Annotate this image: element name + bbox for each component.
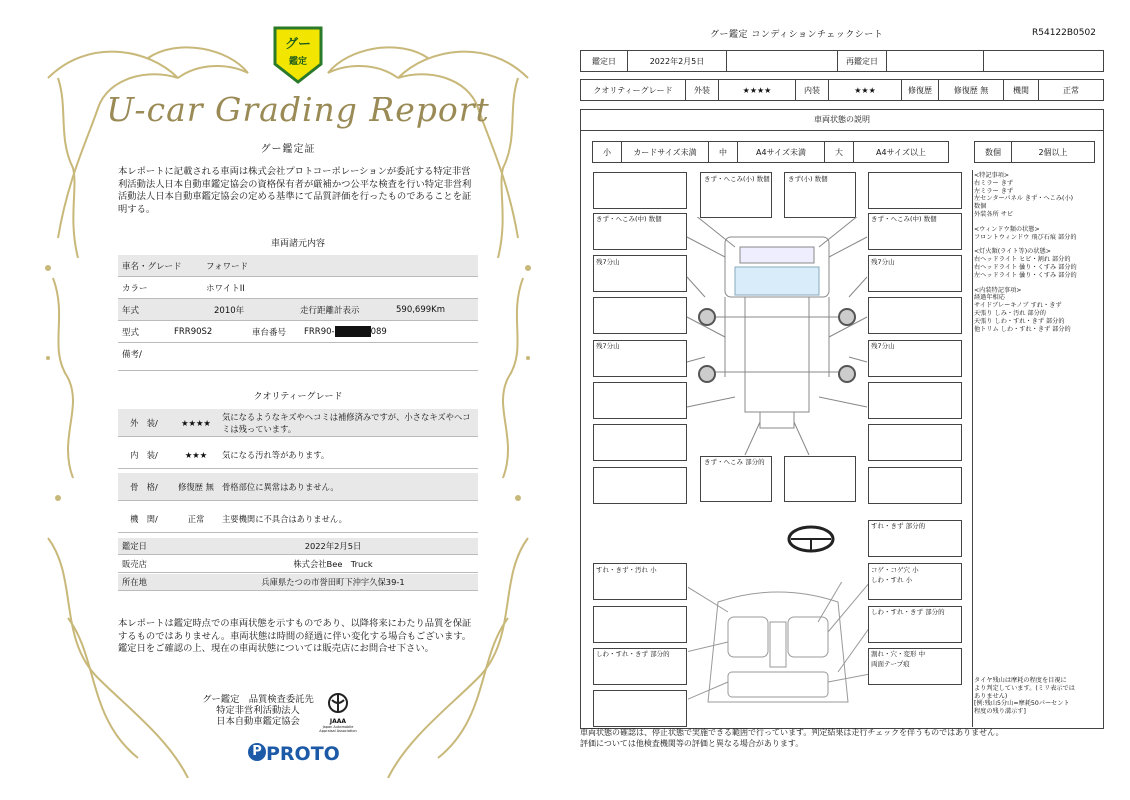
date-value: 2022年2月5日 bbox=[627, 50, 727, 72]
inspector-line: 日本自動車鑑定協会 bbox=[216, 716, 300, 727]
dealer-value: 株式会社Bee Truck bbox=[293, 559, 373, 569]
condition-box bbox=[784, 456, 856, 502]
date-blank bbox=[726, 50, 838, 72]
quality-value: 正常 bbox=[187, 513, 205, 524]
jaaa-logo bbox=[318, 692, 358, 733]
spec-row-color bbox=[118, 277, 478, 299]
quality-desc: 骨格部位に異常はありません。 bbox=[222, 481, 339, 492]
interior-label: しわ・すれ 小 bbox=[871, 576, 913, 584]
svg-text:鑑定: 鑑定 bbox=[288, 57, 308, 67]
quality-value: ★★★ bbox=[184, 449, 208, 460]
count-label: 数個 bbox=[974, 141, 1012, 163]
int-value: ★★★ bbox=[828, 79, 902, 101]
address-label: 所在地 bbox=[122, 577, 147, 587]
jaaa-mark: JAAA bbox=[329, 718, 347, 725]
quality-label: 内 装/ bbox=[130, 449, 158, 460]
spec-row-name bbox=[118, 255, 478, 277]
damage-label: きず・へこみ(小) 数個 bbox=[704, 175, 770, 183]
condition-box bbox=[868, 297, 962, 334]
redate-value bbox=[886, 50, 984, 72]
footer-line: 評価については他検査機関等の評価と異なる場合があります。 bbox=[580, 739, 804, 748]
damage-label: きず・へこみ(中) 数個 bbox=[596, 215, 662, 223]
chassis-value: FRR90- 089 bbox=[304, 327, 387, 337]
interior-label: すれ・きず・汚れ 小 bbox=[596, 566, 657, 574]
interior-label: しわ・すれ・きず 部分的 bbox=[596, 650, 670, 658]
tire-label: 残7分山 bbox=[596, 342, 620, 350]
spec-row-year bbox=[118, 299, 478, 321]
legend-key: 中 bbox=[708, 141, 738, 163]
quality-desc: 気になる汚れ等があります。 bbox=[222, 449, 330, 460]
count-value: 2個以上 bbox=[1011, 141, 1095, 163]
quality-row bbox=[118, 409, 478, 437]
goo-appraisal-badge-icon bbox=[271, 24, 325, 86]
spec-row-remarks bbox=[118, 343, 478, 371]
interior-label: すれ・きず 部分的 bbox=[871, 522, 926, 530]
condition-box bbox=[593, 424, 687, 461]
legend-key: 小 bbox=[592, 141, 622, 163]
condition-box bbox=[868, 467, 962, 504]
condition-box bbox=[868, 172, 962, 209]
legend-key: 大 bbox=[824, 141, 854, 163]
condition-box bbox=[868, 382, 962, 419]
model-value: FRR90S2 bbox=[174, 326, 213, 337]
interior-label: 割れ・穴・変形 中 bbox=[871, 650, 926, 658]
year-label: 年式 bbox=[122, 305, 140, 316]
certificate-footer: 本レポートは鑑定時点での車両状態を示すものであり、以降将来にわたり品質を保証するものではありません。車両状態は時間の経過に伴い変化する場合もございます。鑑定日をご確認の上、現在の車両状態については販売店にお問合せ下さい。 bbox=[118, 618, 472, 654]
inspector-line: グー鑑定 品質検査委託先 bbox=[202, 694, 314, 705]
interior-label: コゲ・コゲ穴 小 bbox=[871, 566, 919, 574]
svg-text:グー: グー bbox=[284, 37, 312, 52]
condition-box bbox=[593, 382, 687, 419]
tire-label: 残7分山 bbox=[871, 258, 895, 266]
spec-row-model bbox=[118, 321, 478, 343]
tire-note: タイヤ残山は摩耗の程度を目視に より判定しています。(ミリ表示では ありません) [例:残山5分山=摩耗50パーセント 程度の残り溝示す] bbox=[974, 677, 1075, 716]
sheet-title: グー鑑定 コンディションチェックシート bbox=[710, 30, 884, 40]
remarks-label: 備考/ bbox=[122, 350, 142, 360]
name-value: フォワード bbox=[206, 261, 249, 272]
cab-interior-diagram bbox=[688, 582, 868, 712]
damage-label: きず・へこみ(中) 数個 bbox=[871, 215, 937, 223]
repair-label: 修復歴 bbox=[901, 79, 939, 101]
detail-row-dealer bbox=[118, 556, 478, 573]
tire-label: 残7分山 bbox=[596, 258, 620, 266]
repair-value: 修復歴 無 bbox=[938, 79, 1004, 101]
mileage-value: 590,699Km bbox=[396, 304, 446, 315]
interior-box bbox=[593, 606, 687, 643]
ornament-frame bbox=[28, 18, 548, 788]
legend-value: A4サイズ以上 bbox=[853, 141, 949, 163]
damage-label: きず(小) 数個 bbox=[788, 175, 828, 183]
name-label: 車名・グレード bbox=[122, 261, 182, 272]
special-notes: <特記事項> 右ミラー きず 左ミラー きず 左センターパネル きず・へこみ(小) 数個 外装各所 サビ <ウィンドウ類の状態> フロントウィンドウ 飛び石痕 部分的 <灯火類(ライト等)の状態> 右ヘッドライト ヒビ・割れ 部分的 右ヘッドライト 曇り・くすみ 部分的 左ヘッドライト 曇り・くすみ 部分的 <内装特記事項> 経過年相応 サイドブレーキノブ すれ・きず 天張り しみ・汚れ 部分的 天張り しわ・すれ・きず 部分的 他トリム しわ・すれ・きず 部分的 bbox=[974, 172, 1077, 333]
condition-box bbox=[593, 297, 687, 334]
inspector-line: 特定非営利活動法人 bbox=[216, 705, 300, 716]
grading-certificate bbox=[28, 18, 548, 788]
interior-label: しわ・すれ・きず 部分的 bbox=[871, 608, 945, 616]
interior-box bbox=[593, 690, 687, 727]
ext-value: ★★★★ bbox=[718, 79, 796, 101]
quality-row bbox=[118, 505, 478, 533]
engine-value: 正常 bbox=[1038, 79, 1104, 101]
spec-heading: 車両諸元内容 bbox=[270, 239, 325, 249]
steering-wheel-icon bbox=[785, 522, 837, 556]
legend-value: A4サイズ未満 bbox=[737, 141, 825, 163]
state-heading: 車両状態の説明 bbox=[580, 109, 1104, 131]
quality-desc: 気になるようなキズやヘコミは補修済みですが、小さなキズやヘコミは残っています。 bbox=[222, 411, 471, 434]
date-label: 鑑定日 bbox=[122, 541, 147, 551]
date-label: 鑑定日 bbox=[580, 50, 628, 72]
proto-mark-icon: P bbox=[248, 743, 266, 761]
chassis-label: 車台番号 bbox=[252, 327, 287, 338]
year-value: 2010年 bbox=[214, 305, 245, 316]
quality-label: 骨 格/ bbox=[130, 481, 158, 492]
condition-box bbox=[593, 172, 687, 209]
ext-label: 外装 bbox=[685, 79, 719, 101]
legend-value: カードサイズ未満 bbox=[621, 141, 709, 163]
jaaa-name: Japan Automobile Appraisal Association bbox=[319, 725, 357, 733]
tire-label: 残7分山 bbox=[871, 342, 895, 350]
certificate-intro: 本レポートに記載される車両は株式会社プロトコーポレーションが委託する特定非営利活動法人日本自動車鑑定協会の資格保有者が厳補かつ公平な検査を行い特定非営利活動法人日本自動車鑑定協会の定める基準にて品質評価を行ったものであることを証明する。 bbox=[118, 166, 472, 215]
redacted-block bbox=[335, 326, 371, 337]
quality-row bbox=[118, 473, 478, 501]
quality-value: 修復歴 無 bbox=[178, 481, 214, 492]
quality-value: ★★★★ bbox=[181, 417, 211, 428]
condition-check-sheet bbox=[580, 22, 1108, 792]
quality-label: 外 装/ bbox=[130, 417, 158, 428]
proto-logo: P PROTO bbox=[248, 743, 340, 765]
sheet-footer bbox=[580, 727, 1004, 749]
redate-label: 再鑑定日 bbox=[837, 50, 887, 72]
condition-box bbox=[593, 467, 687, 504]
detail-row-date bbox=[118, 538, 478, 555]
mileage-label: 走行距離計表示 bbox=[300, 305, 360, 316]
date-value: 2022年2月5日 bbox=[304, 541, 362, 551]
quality-heading: クオリティーグレード bbox=[253, 392, 343, 402]
engine-label: 機関 bbox=[1003, 79, 1039, 101]
quality-desc: 主要機関に不具合はありません。 bbox=[222, 513, 347, 524]
interior-label: 両面テープ痕 bbox=[871, 660, 910, 668]
int-label: 内装 bbox=[795, 79, 829, 101]
dealer-label: 販売店 bbox=[122, 559, 147, 569]
jaaa-emblem-icon bbox=[326, 692, 350, 714]
address-value: 兵庫県たつの市誉田町下沖宇久保39-1 bbox=[261, 577, 405, 587]
grade-label: クオリティーグレード bbox=[580, 79, 686, 101]
detail-row-address bbox=[118, 574, 478, 591]
quality-row bbox=[118, 441, 478, 469]
color-value: ホワイトII bbox=[206, 283, 245, 294]
quality-label: 機 関/ bbox=[130, 513, 158, 524]
report-title: U-car Grading Report bbox=[106, 90, 490, 129]
truck-top-view-diagram bbox=[685, 217, 869, 457]
color-label: カラー bbox=[122, 283, 148, 294]
condition-box bbox=[868, 424, 962, 461]
footer-line: 車両状態の確認は、停止状態で実施できる範囲で行っています。判定結果は走行チェックを伴うものではありません。 bbox=[580, 728, 1004, 737]
sheet-number: R54122B0502 bbox=[1032, 28, 1096, 38]
model-label: 型式 bbox=[122, 327, 140, 338]
damage-label: きず・へこみ 部分的 bbox=[704, 458, 765, 466]
inspector-block bbox=[178, 694, 338, 727]
certificate-subtitle: グー鑑定証 bbox=[260, 144, 316, 155]
redate-blank bbox=[983, 50, 1104, 72]
